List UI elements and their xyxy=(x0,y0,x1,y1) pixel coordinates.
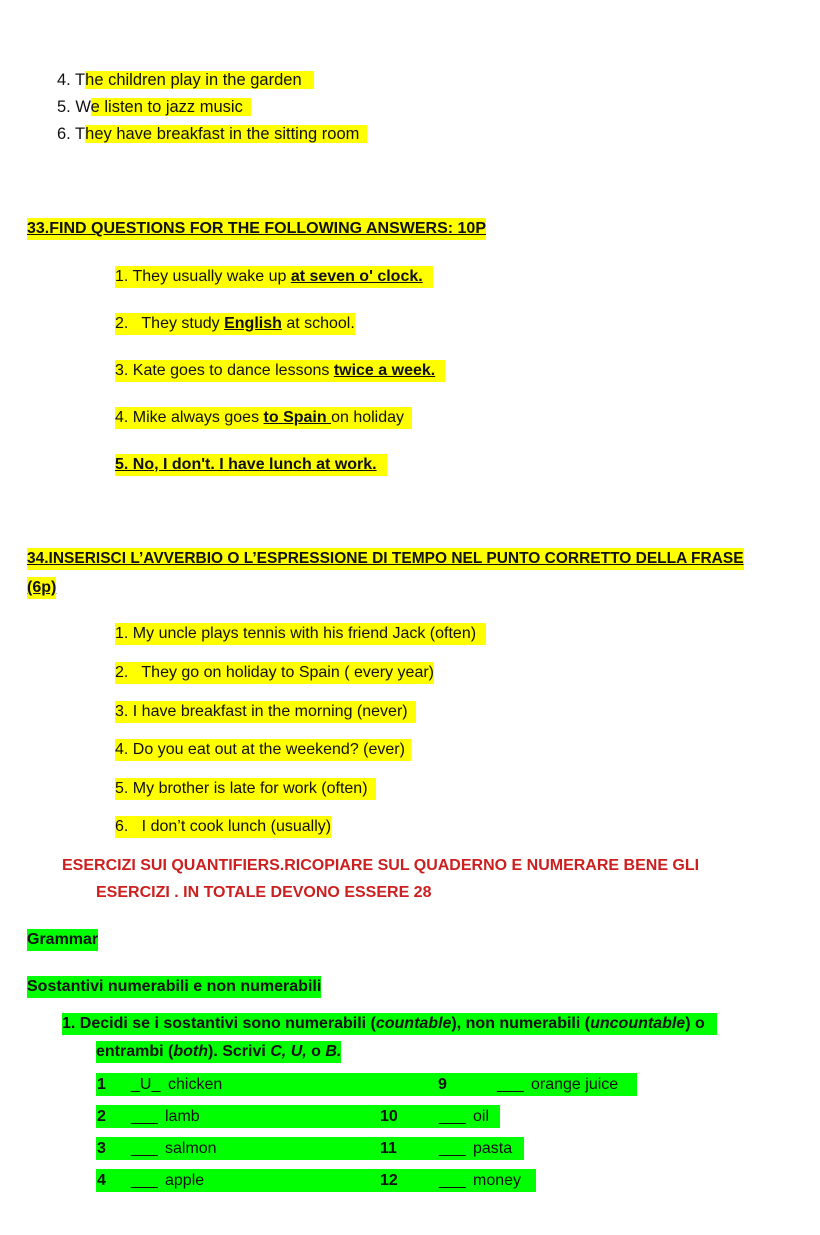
row-number: 12 xyxy=(380,1172,398,1189)
instruction-letters: C, U, xyxy=(270,1043,307,1060)
item-text: he children play in the garden xyxy=(85,71,313,89)
ex34-item-6: 6. I don’t cook lunch (usually) xyxy=(115,816,331,838)
answer-blank: ___ xyxy=(439,1172,466,1189)
table-row xyxy=(96,1169,536,1192)
top-list-item-6 xyxy=(57,123,367,145)
ex33-item-2 xyxy=(115,313,355,335)
grammar-instruction-line1 xyxy=(62,1013,717,1035)
item-number: 4. T xyxy=(57,71,86,89)
row-number: 9 xyxy=(438,1076,447,1093)
item-text: e listen to jazz music xyxy=(91,98,251,116)
noun-word: salmon xyxy=(165,1140,217,1157)
item-number: 6. T xyxy=(57,125,86,143)
row-number: 4 xyxy=(97,1172,106,1189)
ex33-item-4 xyxy=(115,407,412,429)
noun-word: pasta xyxy=(473,1140,513,1157)
instruction-text: ) o xyxy=(685,1015,705,1032)
row-number: 1 xyxy=(97,1076,106,1093)
item-text: hey have breakfast in the sitting room xyxy=(85,125,367,143)
ex34-heading-line1: 34.INSERISCI L’AVVERBIO O L’ESPRESSIONE DI TEMPO NEL PUNTO CORRETTO DELLA FRASE xyxy=(27,548,744,570)
top-list-item-4 xyxy=(57,69,314,91)
instruction-text: ). Scrivi xyxy=(208,1043,271,1060)
instruction-text: o xyxy=(306,1043,326,1060)
ex34-item-5: 5. My brother is late for work (often) xyxy=(115,778,376,800)
instruction-uncountable: uncountable xyxy=(590,1015,686,1032)
row-number: 10 xyxy=(380,1108,398,1125)
item-text: 1. They usually wake up xyxy=(115,268,291,285)
answer-blank: ___ xyxy=(131,1140,158,1157)
grammar-subtitle: Sostantivi numerabili e non numerabili xyxy=(27,976,321,998)
instruction-letter-b: B. xyxy=(325,1043,342,1060)
noun-word: lamb xyxy=(165,1108,200,1125)
item-answer: to Spain xyxy=(263,409,332,426)
instruction-countable: countable xyxy=(375,1015,452,1032)
item-answer: at seven o' clock. xyxy=(290,268,423,285)
ex34-item-4: 4. Do you eat out at the weekend? (ever) xyxy=(115,739,411,761)
noun-word: apple xyxy=(165,1172,205,1189)
quantifiers-note-line1: ESERCIZI SUI QUANTIFIERS.RICOPIARE SUL QUADERNO E NUMERARE BENE GLI xyxy=(62,857,700,874)
answer-blank: _U_ xyxy=(131,1076,161,1093)
instruction-both: both xyxy=(173,1043,208,1060)
ex34-item-3: 3. I have breakfast in the morning (never) xyxy=(115,701,416,723)
ex33-heading: 33.FIND QUESTIONS FOR THE FOLLOWING ANSWERS: 10P xyxy=(27,218,486,240)
top-list-item-5 xyxy=(57,96,251,118)
row-number: 2 xyxy=(97,1108,106,1125)
answer-blank: ___ xyxy=(439,1108,466,1125)
item-text: 4. Mike always goes xyxy=(115,409,264,426)
answer-blank: ___ xyxy=(131,1108,158,1125)
item-answer: English xyxy=(224,315,282,332)
ex33-item-5: 5. No, I don't. I have lunch at work. xyxy=(115,454,387,476)
noun-word: money xyxy=(473,1172,522,1189)
grammar-title: Grammar xyxy=(27,929,98,951)
item-text-end: on holiday xyxy=(331,409,405,426)
instruction-text: ), non numerabili ( xyxy=(451,1015,591,1032)
row-number: 11 xyxy=(380,1140,397,1157)
item-text: 2. They study xyxy=(115,315,225,332)
instruction-text: entrambi ( xyxy=(96,1043,174,1060)
noun-word: orange juice xyxy=(531,1076,619,1093)
answer-blank: ___ xyxy=(131,1172,158,1189)
item-answer: twice a week. xyxy=(333,362,436,379)
item-number: 5. W xyxy=(57,98,91,116)
row-number: 3 xyxy=(97,1140,106,1157)
noun-word: chicken xyxy=(168,1076,223,1093)
answer-blank: ___ xyxy=(497,1076,524,1093)
ex34-item-2: 2. They go on holiday to Spain ( every year) xyxy=(115,662,434,684)
noun-word: oil xyxy=(473,1108,490,1125)
quantifiers-note-line2: ESERCIZI . IN TOTALE DEVONO ESSERE 28 xyxy=(96,884,432,901)
answer-blank: ___ xyxy=(439,1140,466,1157)
ex33-item-3 xyxy=(115,360,445,382)
instruction-text: 1. Decidi se i sostantivi sono numerabili ( xyxy=(62,1015,376,1032)
item-text: 3. Kate goes to dance lessons xyxy=(115,362,334,379)
ex33-item-1 xyxy=(115,266,433,288)
ex34-item-1: 1. My uncle plays tennis with his friend Jack (often) xyxy=(115,623,486,645)
item-text-end: at school. xyxy=(281,315,355,332)
ex34-heading-line2: (6p) xyxy=(27,577,56,599)
grammar-instruction-line2 xyxy=(96,1041,341,1063)
